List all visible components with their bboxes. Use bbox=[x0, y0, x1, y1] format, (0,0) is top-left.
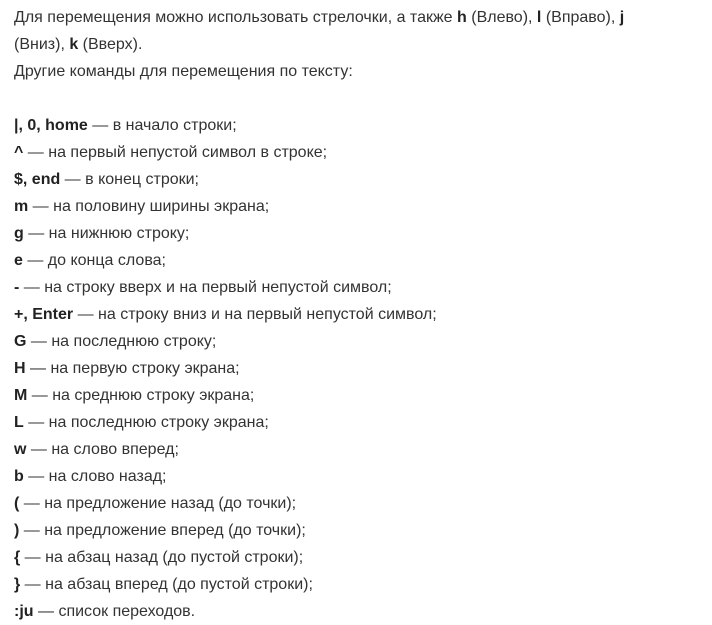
command-desc: — список переходов. bbox=[33, 603, 196, 620]
command-key: $, end bbox=[14, 171, 61, 188]
command-desc: — на слово вперед; bbox=[26, 441, 179, 458]
command-item bbox=[14, 571, 712, 598]
key-k: k bbox=[69, 36, 79, 53]
command-desc: — на абзац назад (до пустой строки); bbox=[20, 549, 304, 566]
command-key: M bbox=[14, 387, 28, 404]
command-item bbox=[14, 355, 712, 382]
intro-paragraph bbox=[14, 4, 674, 58]
command-key: L bbox=[14, 414, 24, 431]
command-desc: — на нижнюю строку; bbox=[23, 225, 190, 242]
command-list bbox=[14, 112, 712, 625]
command-key: { bbox=[14, 549, 21, 566]
command-item bbox=[14, 436, 712, 463]
command-item bbox=[14, 193, 712, 220]
command-key: w bbox=[14, 441, 27, 458]
command-item bbox=[14, 598, 712, 625]
command-key: m bbox=[14, 198, 29, 215]
command-item bbox=[14, 301, 712, 328]
command-key: +, Enter bbox=[14, 306, 74, 323]
command-item bbox=[14, 409, 712, 436]
command-desc: — на предложение назад (до точки); bbox=[19, 495, 297, 512]
command-item bbox=[14, 517, 712, 544]
command-key: G bbox=[14, 333, 27, 350]
intro-text: (Вниз), bbox=[14, 36, 70, 53]
command-item bbox=[14, 463, 712, 490]
command-key: ) bbox=[14, 522, 20, 539]
command-item bbox=[14, 274, 712, 301]
command-item bbox=[14, 382, 712, 409]
command-desc: — на предложение вперед (до точки); bbox=[19, 522, 306, 539]
command-key: ( bbox=[14, 495, 20, 512]
command-key: |, 0, home bbox=[14, 117, 88, 134]
command-key: b bbox=[14, 468, 24, 485]
command-key: } bbox=[14, 576, 21, 593]
commands-heading: Другие команды для перемещения по тексту: bbox=[14, 63, 353, 80]
command-item bbox=[14, 247, 712, 274]
command-key: - bbox=[14, 279, 20, 296]
command-key: e bbox=[14, 252, 23, 269]
key-j: j bbox=[619, 9, 625, 26]
command-item bbox=[14, 490, 712, 517]
command-desc: — в конец строки; bbox=[60, 171, 199, 188]
command-desc: — на первый непустой символ в строке; bbox=[23, 144, 328, 161]
intro-text: (Влево), bbox=[466, 9, 537, 26]
key-h: h bbox=[457, 9, 467, 26]
command-desc: — в начало строки; bbox=[87, 117, 237, 134]
intro-text: Для перемещения можно использовать стрелочки, а также bbox=[14, 9, 458, 26]
intro-text: (Вправо), bbox=[541, 9, 620, 26]
key-l: l bbox=[536, 9, 542, 26]
command-desc: — на строку вверх и на первый непустой символ; bbox=[19, 279, 392, 296]
command-item bbox=[14, 112, 712, 139]
command-desc: — на абзац вперед (до пустой строки); bbox=[20, 576, 313, 593]
command-desc: — на среднюю строку экрана; bbox=[27, 387, 255, 404]
intro-section bbox=[14, 4, 712, 85]
command-desc: — на последнюю строку; bbox=[26, 333, 217, 350]
intro-text: (Вверх). bbox=[78, 36, 143, 53]
command-desc: — на первую строку экрана; bbox=[25, 360, 240, 377]
command-key: H bbox=[14, 360, 26, 377]
command-key: g bbox=[14, 225, 24, 242]
command-desc: — до конца слова; bbox=[22, 252, 166, 269]
blank-line bbox=[14, 85, 712, 112]
command-desc: — на строку вниз и на первый непустой символ; bbox=[73, 306, 437, 323]
command-desc: — на слово назад; bbox=[23, 468, 167, 485]
command-key: ^ bbox=[14, 144, 24, 161]
command-item bbox=[14, 166, 712, 193]
command-desc: — на последнюю строку экрана; bbox=[23, 414, 269, 431]
command-desc: — на половину ширины экрана; bbox=[28, 198, 270, 215]
command-item bbox=[14, 220, 712, 247]
command-item bbox=[14, 139, 712, 166]
command-key: :ju bbox=[14, 603, 34, 620]
command-item bbox=[14, 544, 712, 571]
command-item bbox=[14, 328, 712, 355]
